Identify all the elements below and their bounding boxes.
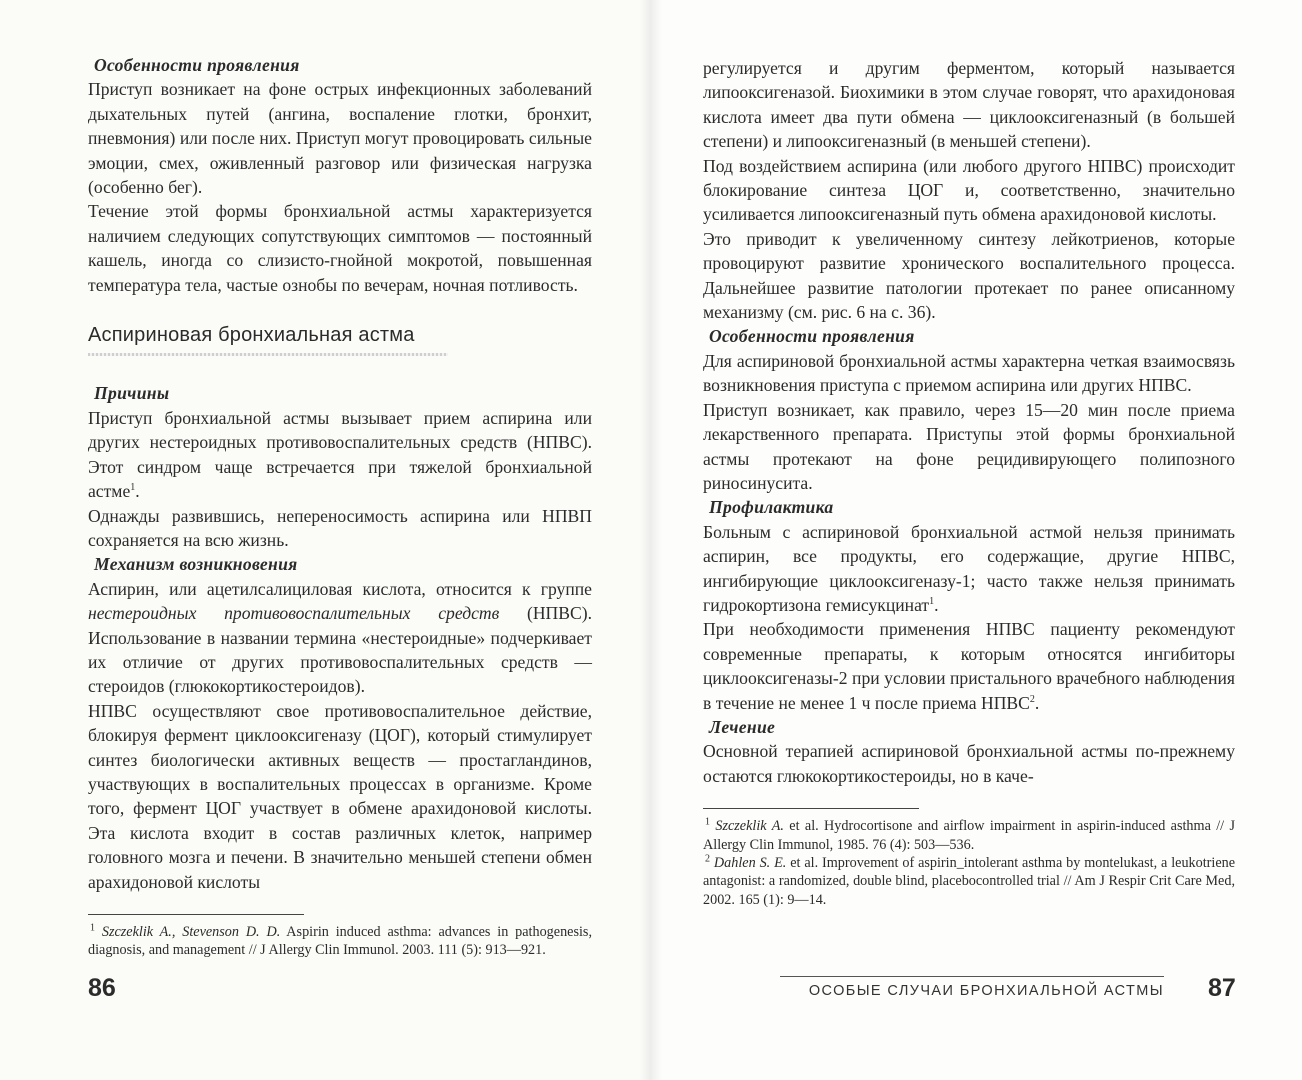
mechanism-paragraph-2-text: НПВС осуществляют свое противовоспалительное действие, блокируя фермент циклооксигеназу (ЦОГ), который стимулирует синтез биологически активных веществ — простагландинов, участвующих в воспалительных процессах в организме. Кроме того, фермент ЦОГ участвует в обмене арахидоновой кислоты. Эта кислота входит в состав различных клеток, например головного мозга и печени. В значительно меньшей степени обмен арахидоновой кислоты [88, 700, 592, 892]
running-head-rule [780, 976, 1164, 977]
right-footnote-1-text: et al. Hydrocortisone and airflow impairment in aspirin-induced asthma // J Allergy Clin Immunol, 1985. 76 (4): 503—536. [703, 818, 1236, 853]
prevention-heading: Профилактика [709, 497, 834, 518]
running-head: ОСОБЫЕ СЛУЧАИ БРОНХИАЛЬНОЙ АСТМЫ [808, 983, 1164, 999]
right-paragraph-3-text: Это приводит к увеличенному синтезу лейкотриенов, которые провоцируют развитие хронического воспалительного процесса. Дальнейшее развитие патологии протекает по ранее описанному механизму (см. рис. 6 на с. 36). [703, 228, 1235, 323]
footnote-ref-right-1: 1 [929, 596, 935, 608]
causes-paragraph-1-text: Приступ бронхиальной астмы вызывает прием аспирина или других нестероидных противовоспалительных средств (НПВС). Этот синдром чаще встречается при тяжелой бронхиальной астме [88, 407, 592, 502]
intro-paragraph-1 [88, 77, 592, 199]
features-heading: Особенности проявления [709, 326, 915, 347]
intro-paragraph-1-text: Приступ возникает на фоне острых инфекционных заболеваний дыхательных путей (ангина, воспаление глотки, бронхит, пневмония) или после них. Приступ могут провоцировать сильные эмоции, смех, оживленный разговор или физическая нагрузка (особенно бег). [88, 79, 592, 198]
causes-paragraph-2-text: Однажды развившись, непереносимость аспирина или НПВП сохраняется на всю жизнь. [88, 505, 592, 550]
right-footnote-2-text: et al. Improvement of aspirin_intolerant asthma by montelukast, a leukotriene antagonist: a randomized, double blind, placebocontrolled trial // Am J Respir Crit Care Med, 2002. 165 (1): 9—14. [703, 855, 1236, 908]
footnote-ref-right-2: 2 [1029, 693, 1035, 705]
prevention-paragraph-1-end: . [934, 594, 939, 615]
prevention-paragraph-1-text: Больным с аспириновой бронхиальной астмой нельзя принимать аспирин, все продукты, его содержащие, другие НПВС, ингибирующие циклооксигеназу-1; часто также нельзя принимать гидрокортизона гемисукцинат [703, 521, 1235, 615]
left-page-text [88, 53, 592, 960]
left-footnote-1-authors: Szczeklik A., Stevenson D. D. [101, 924, 281, 940]
features-paragraph-1-text: Для аспириновой бронхиальной астмы характерна четкая взаимосвязь возникновения приступа с приемом аспирина или других НПВС. [703, 350, 1235, 396]
intro-heading: Особенности проявления [94, 55, 300, 75]
mechanism-paragraph-1-end: (НПВС). Использование в названии термина «нестероидные» подчеркивает их отличие от других противовоспалительных средств — стероидов (глюкокортикостероидов). [88, 603, 592, 697]
features-paragraph-2 [703, 398, 1235, 496]
footnote-ref-1: 1 [130, 482, 136, 494]
prevention-paragraph-2 [703, 617, 1235, 715]
right-footnote-1-number: 1 [705, 816, 710, 828]
right-paragraph-2 [703, 154, 1235, 227]
right-page-text [703, 56, 1235, 909]
intro-paragraph-2-text: Течение этой формы бронхиальной астмы характеризуется наличием следующих сопутствующих симптомов — постоянный кашель, иногда со слизисто-гнойной мокротой, повышенная температура тела, частые ознобы по вечерам, ночная потливость. [88, 201, 592, 295]
left-footnotes [88, 923, 592, 960]
mechanism-paragraph-1-text: Аспирин, или ацетилсалициловая кислота, относится к группе [88, 578, 592, 599]
causes-paragraph-1-end: . [135, 481, 140, 502]
features-paragraph-2-text: Приступ возникает, как правило, через 15—20 мин после приема лекарственного препарата. Приступы этой формы бронхиальной астмы протекают на фоне рецидивирующего полипозного риносинусита. [703, 399, 1235, 493]
right-footnote-2-authors: Dahlen S. E. [713, 855, 787, 871]
right-paragraph-3 [703, 227, 1235, 325]
right-footnote-1-authors: Szczeklik A. [715, 818, 784, 835]
right-paragraph-2-text: Под воздействием аспирина (или любого другого НПВС) происходит блокирование синтеза ЦОГ и, соответственно, значительно усиливается липооксигеназный путь обмена арахидоновой кислоты. [703, 155, 1235, 225]
footnote-divider [88, 914, 304, 915]
causes-paragraph-2 [88, 504, 592, 553]
mechanism-paragraph-1 [88, 577, 592, 699]
features-paragraph-1 [703, 349, 1235, 398]
mechanism-paragraph-2 [88, 699, 592, 894]
treatment-paragraph-text: Основной терапией аспириновой бронхиальной астмы по-прежнему остаются глюкокортикостероиды, но в каче- [703, 741, 1235, 786]
causes-paragraph-1 [88, 406, 592, 504]
right-footnotes [703, 817, 1235, 909]
section-title: Аспириновая бронхиальная астма [88, 324, 415, 347]
right-footnote-2 [703, 854, 1235, 909]
prevention-paragraph-1 [703, 520, 1235, 618]
right-footnote-2-number: 2 [705, 853, 710, 865]
left-footnote-1 [88, 923, 592, 960]
causes-heading: Причины [94, 383, 170, 404]
left-footnote-1-number: 1 [90, 922, 95, 934]
mechanism-heading: Механизм возникновения [94, 554, 298, 575]
intro-paragraph-2 [88, 199, 592, 297]
prevention-paragraph-2-end: . [1034, 692, 1040, 713]
left-page-number: 86 [88, 974, 116, 1002]
left-footnote-1-text: Aspirin induced asthma: advances in pathogenesis, diagnosis, and management // J Allergy Clin Immunol. 2003. 111 (5): 913—921. [88, 924, 592, 959]
section-title-underline [88, 353, 448, 356]
right-footnote-1 [703, 817, 1235, 854]
continued-paragraph-text: регулируется и другим ферментом, который называется липооксигеназой. Биохимики в этом случае говорят, что арахидоновая кислота имеет два пути обмена — циклооксигеназный (в большей степени) и липооксигеназный (в меньшей степени). [703, 58, 1235, 152]
prevention-paragraph-2-text: При необходимости применения НПВС пациенту рекомендуют современные препараты, к которым относятся ингибиторы циклооксигеназы-2 при условии пристального врачебного наблюдения в течение не менее 1 ч после приема НПВС [703, 619, 1235, 713]
right-page-number: 87 [1208, 974, 1236, 1002]
treatment-heading: Лечение [709, 716, 776, 737]
right-footnote-divider [703, 808, 919, 809]
treatment-paragraph [703, 739, 1235, 788]
continued-paragraph [703, 56, 1235, 154]
mechanism-paragraph-1-emphasis: нестероидных противовоспалительных средств [88, 603, 500, 624]
book-gutter [640, 0, 662, 1080]
